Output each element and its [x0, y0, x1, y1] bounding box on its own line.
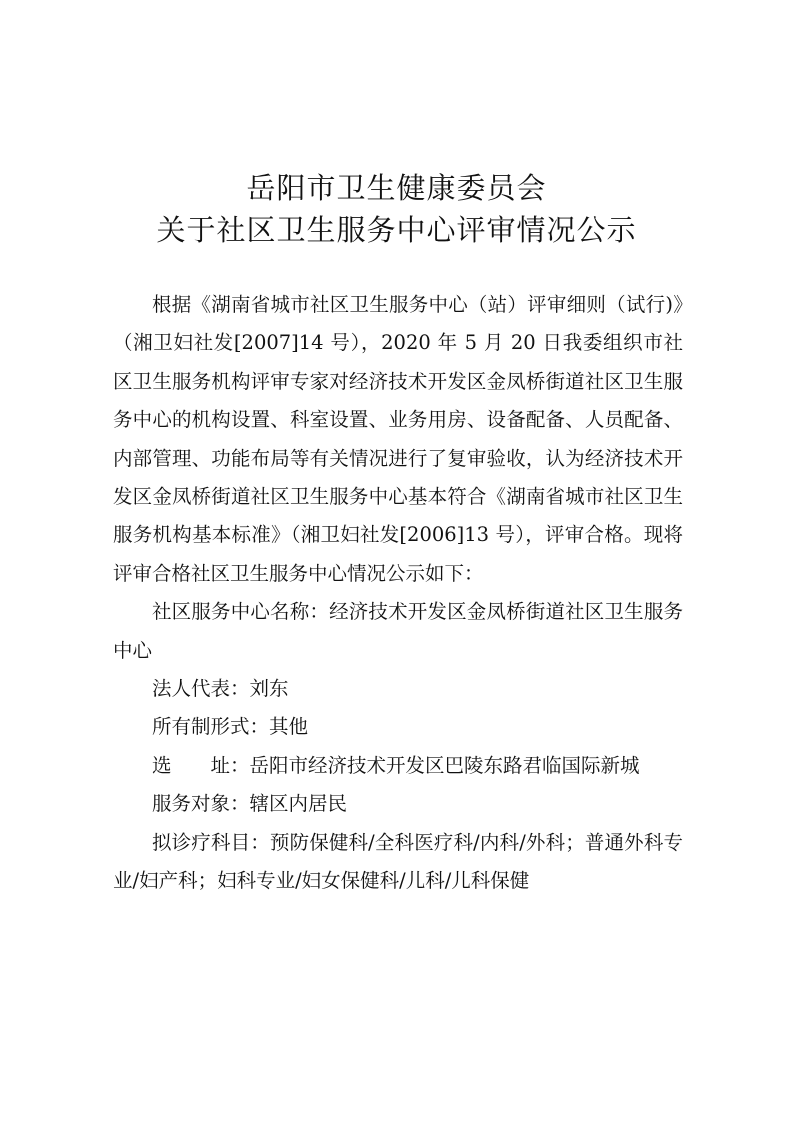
field-value: 辖区内居民	[249, 792, 348, 816]
intro-paragraph: 根据《湖南省城市社区卫生服务中心（站）评审细则（试行)》（湘卫妇社发[2007]14 号），2020 年 5 月 20 日我委组织市社区卫生服务机构评审专家对经济技术开发区金凤桥街道社区卫生服务中心的机构设置、科室设置、业务用房、设备配备、人员配备、内部管理、功能布局等有关情况进行了复审验收，认为经济技术开发区金凤桥街道社区卫生服务中心基本符合《湖南省城市社区卫生服务机构基本标准》（湘卫妇社发[2006]13 号），评审合格。现将评审合格社区卫生服务中心情况公示如下：	[113, 293, 683, 585]
document-title-line1: 岳阳市卫生健康委员会	[246, 171, 547, 205]
field-service-target	[113, 785, 683, 823]
field-value: 刘东	[249, 677, 289, 701]
field-departments	[113, 824, 683, 901]
field-label: 法人代表：	[152, 677, 250, 701]
field-value: 预防保健科/全科医疗科/内科/外科；普通外科专业/妇产科；妇科专业/妇女保健科/儿科/儿科保健	[113, 830, 683, 893]
field-value: 其他	[269, 715, 309, 739]
field-label: 社区服务中心名称：	[152, 600, 330, 624]
document-title-line2: 关于社区卫生服务中心评审情况公示	[156, 213, 637, 247]
field-value: 岳阳市经济技术开发区巴陵东路君临国际新城	[249, 753, 640, 777]
field-value: 经济技术开发区金凤桥街道社区卫生服务中心	[113, 600, 683, 662]
document-body	[113, 286, 683, 901]
field-label: 服务对象：	[152, 792, 250, 816]
field-address	[113, 747, 683, 785]
field-legal-representative	[113, 670, 683, 708]
field-label: 选 址：	[152, 753, 250, 777]
field-center-name	[113, 593, 683, 670]
field-label: 所有制形式：	[152, 715, 270, 739]
field-label: 拟诊疗科目：	[152, 830, 270, 854]
field-ownership	[113, 708, 683, 746]
